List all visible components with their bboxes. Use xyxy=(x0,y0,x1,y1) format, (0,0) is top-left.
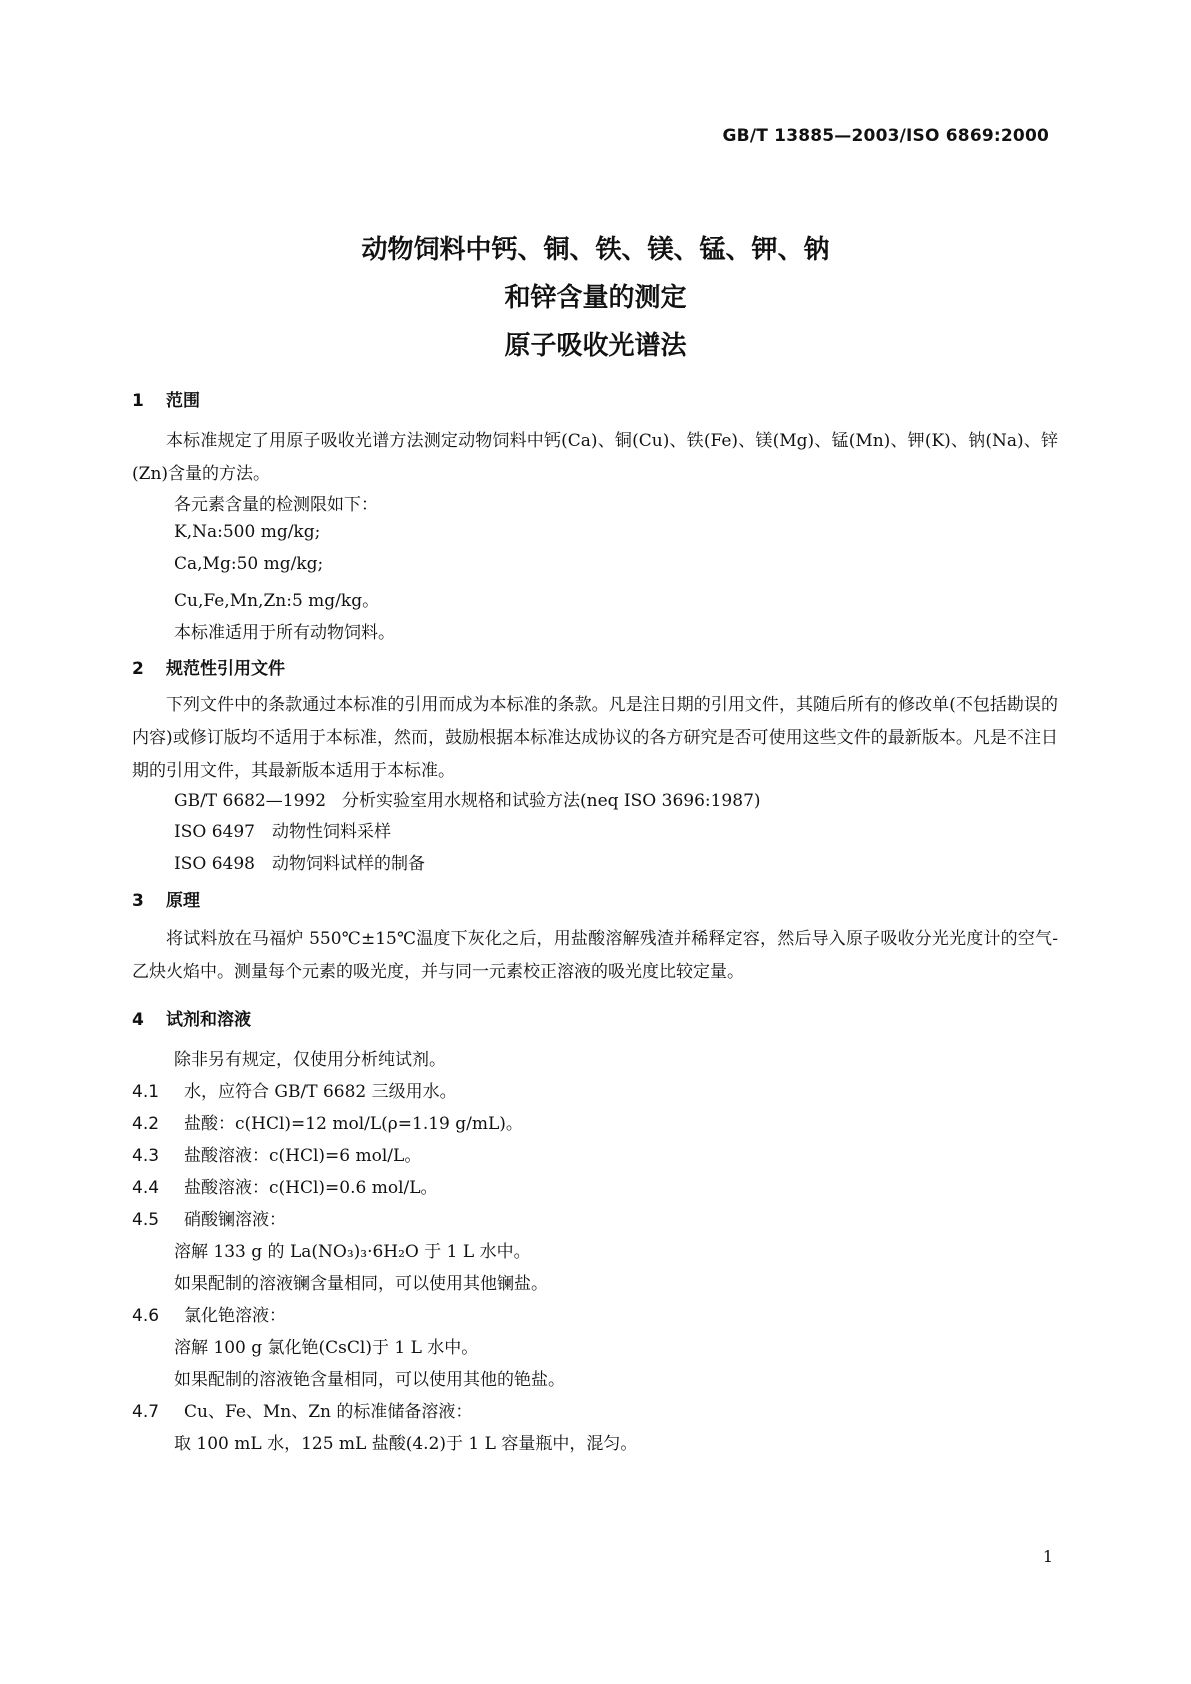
clause-4-5 xyxy=(132,1205,286,1230)
clause-text: 盐酸溶液：c(HCl)=6 mol/L。 xyxy=(184,1146,422,1166)
clause-4-4 xyxy=(132,1173,438,1198)
clause-number: 4.7 xyxy=(132,1402,160,1422)
page-number: 1 xyxy=(1042,1547,1053,1566)
section-2-heading xyxy=(132,654,285,679)
section-title: 范围 xyxy=(166,391,200,411)
section-3-paragraph-1: 将试料放在马福炉 550℃±15℃温度下灰化之后，用盐酸溶解残渣并稀释定容，然后导入原子吸收分光光度计的空气-乙炔火焰中。测量每个元素的吸光度，并与同一元素校正溶液的吸光度比较定量。 xyxy=(132,929,1058,982)
clause-4-6-line-1: 溶解 100 g 氯化铯(CsCl)于 1 L 水中。 xyxy=(174,1338,479,1358)
scope-applicability: 本标准适用于所有动物饲料。 xyxy=(174,623,395,643)
clause-number: 4.1 xyxy=(132,1082,160,1102)
clause-number: 4.6 xyxy=(132,1306,160,1326)
clause-number: 4.3 xyxy=(132,1146,160,1166)
clause-4-5-line-1: 溶解 133 g 的 La(NO₃)₃·6H₂O 于 1 L 水中。 xyxy=(174,1242,531,1262)
section-title: 试剂和溶液 xyxy=(166,1010,251,1030)
section-number: 2 xyxy=(132,659,144,679)
detection-limit-intro: 各元素含量的检测限如下： xyxy=(174,495,378,515)
title-line-2: 和锌含量的测定 xyxy=(504,283,687,313)
reagent-intro: 除非另有规定，仅使用分析纯试剂。 xyxy=(174,1050,446,1070)
clause-text: 水，应符合 GB/T 6682 三级用水。 xyxy=(184,1082,457,1102)
section-title: 原理 xyxy=(166,891,200,911)
clause-number: 4.4 xyxy=(132,1178,160,1198)
section-title: 规范性引用文件 xyxy=(166,659,285,679)
section-1-heading xyxy=(132,386,200,411)
reference-item xyxy=(174,817,391,842)
section-2-paragraph-1: 下列文件中的条款通过本标准的引用而成为本标准的条款。凡是注日期的引用文件，其随后所有的修改单(不包括勘误的内容)或修订版均不适用于本标准，然而，鼓励根据本标准达成协议的各方研究是否可使用这些文件的最新版本。凡是不注日期的引用文件，其最新版本适用于本标准。 xyxy=(132,695,1058,781)
reference-title: 动物饲料试样的制备 xyxy=(272,854,425,874)
clause-4-6-line-2: 如果配制的溶液铯含量相同，可以使用其他的铯盐。 xyxy=(174,1370,565,1390)
document-title xyxy=(0,226,1191,370)
standard-number: GB/T 13885—2003/ISO 6869:2000 xyxy=(722,126,1049,146)
reference-item xyxy=(174,849,425,874)
section-3-heading xyxy=(132,886,200,911)
reference-item xyxy=(174,786,761,811)
clause-text: 盐酸：c(HCl)=12 mol/L(ρ=1.19 g/mL)。 xyxy=(184,1114,523,1134)
clause-4-3 xyxy=(132,1141,421,1166)
reference-title: 分析实验室用水规格和试验方法(neq ISO 3696:1987) xyxy=(342,791,761,811)
clause-4-7-line-1: 取 100 mL 水，125 mL 盐酸(4.2)于 1 L 容量瓶中，混匀。 xyxy=(174,1434,638,1454)
clause-text: 盐酸溶液：c(HCl)=0.6 mol/L。 xyxy=(184,1178,438,1198)
clause-number: 4.2 xyxy=(132,1114,160,1134)
clause-4-7 xyxy=(132,1397,472,1422)
reference-code: ISO 6497 xyxy=(174,822,255,842)
clause-text: Cu、Fe、Mn、Zn 的标准储备溶液： xyxy=(184,1402,473,1422)
section-1-paragraph-1: 本标准规定了用原子吸收光谱方法测定动物饲料中钙(Ca)、铜(Cu)、铁(Fe)、镁(Mg)、锰(Mn)、钾(K)、钠(Na)、锌(Zn)含量的方法。 xyxy=(132,431,1058,484)
detection-limit-k-na: K,Na:500 mg/kg; xyxy=(174,522,321,542)
section-4-heading xyxy=(132,1005,251,1030)
clause-4-1 xyxy=(132,1077,457,1102)
section-number: 1 xyxy=(132,391,144,411)
clause-number: 4.5 xyxy=(132,1210,160,1230)
title-line-1: 动物饲料中钙、铜、铁、镁、锰、钾、钠 xyxy=(361,235,830,265)
clause-text: 氯化铯溶液： xyxy=(184,1306,286,1326)
clause-4-2 xyxy=(132,1109,523,1134)
reference-code: ISO 6498 xyxy=(174,854,255,874)
clause-4-5-line-2: 如果配制的溶液镧含量相同，可以使用其他镧盐。 xyxy=(174,1274,548,1294)
reference-title: 动物性饲料采样 xyxy=(272,822,391,842)
detection-limit-ca-mg: Ca,Mg:50 mg/kg; xyxy=(174,554,324,574)
section-number: 3 xyxy=(132,891,144,911)
section-number: 4 xyxy=(132,1010,144,1030)
clause-4-6 xyxy=(132,1301,286,1326)
clause-text: 硝酸镧溶液： xyxy=(184,1210,286,1230)
detection-limit-cu-fe-mn-zn: Cu,Fe,Mn,Zn:5 mg/kg。 xyxy=(174,591,380,611)
title-line-3: 原子吸收光谱法 xyxy=(504,331,687,361)
reference-code: GB/T 6682—1992 xyxy=(174,791,327,811)
